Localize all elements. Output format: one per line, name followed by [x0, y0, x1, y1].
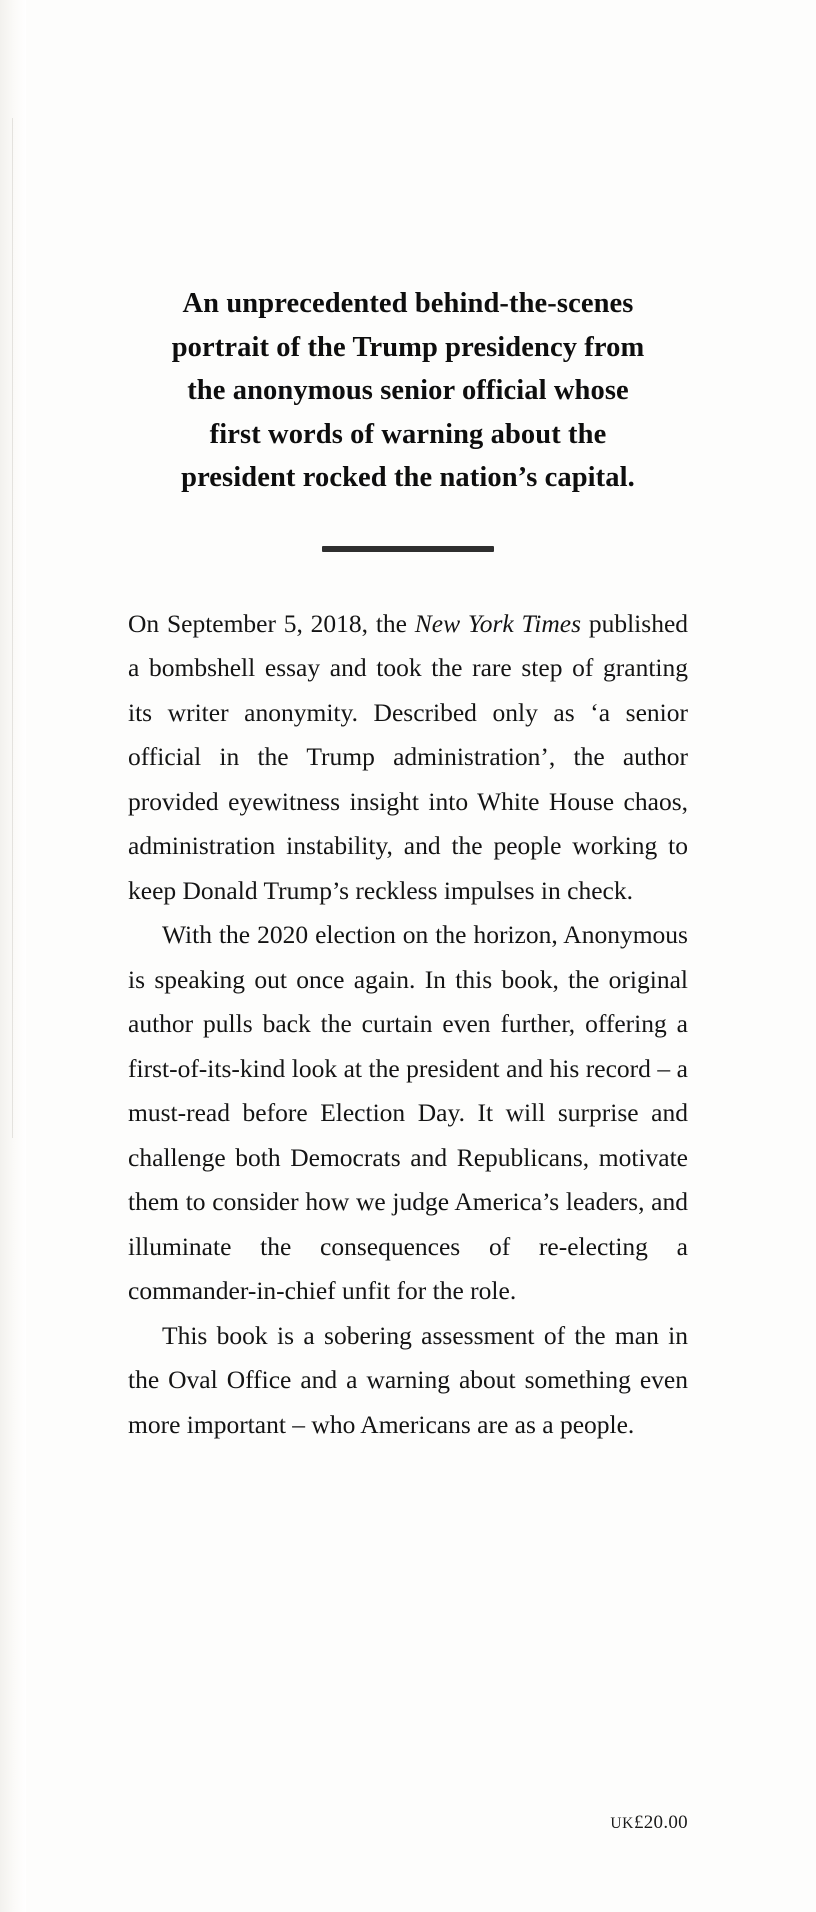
headline-line-4: first words of warning about the — [209, 418, 607, 450]
price-label — [610, 1812, 688, 1834]
paragraph-1-lead: On September 5, 2018, the — [128, 608, 415, 638]
headline-line-1: An unprecedented behind-the-scenes — [182, 288, 634, 319]
headline-line-2: portrait of the Trump presidency from — [171, 331, 645, 363]
horizontal-rule — [322, 546, 494, 552]
headline-block — [128, 282, 688, 500]
price-region: UK — [610, 1815, 634, 1832]
price-amount: £20.00 — [633, 1812, 688, 1833]
cover-content — [128, 0, 688, 1912]
blurb-paragraph-1 — [128, 602, 688, 913]
paragraph-1-tail: published a bombshell essay and took the rare step of granting its writer anonymity. Described only as ‘a senior official in the Trump administration’, the author provided eyewitness insight into White House chaos, administration instability, and the people working to keep Donald Trump’s reckless impulses in check. — [128, 608, 689, 905]
publication-title: New York Times — [414, 608, 582, 638]
spine-edge-line — [12, 118, 13, 1138]
divider-wrapper — [128, 546, 688, 552]
headline-line-3: the anonymous senior official whose — [187, 375, 629, 407]
blurb-paragraph-3: This book is a sobering assessment of the man in the Oval Office and a warning about something even more important – who Americans are as a people. — [128, 1320, 688, 1439]
spine-gutter-shadow — [0, 0, 26, 1912]
blurb-body — [128, 602, 688, 1447]
blurb-paragraph-2: With the 2020 election on the horizon, Anonymous is speaking out once again. In this book, the original author pulls back the curtain even further, offering a first-of-its-kind look at the president and his record – a must-read before Election Day. It will surprise and challenge both Democrats and Republicans, motivate them to consider how we judge America’s leaders, and illuminate the consequences of re-electing a commander-in-chief unfit for the role. — [128, 920, 688, 1306]
headline-line-5: president rocked the nation’s capital. — [181, 462, 635, 494]
